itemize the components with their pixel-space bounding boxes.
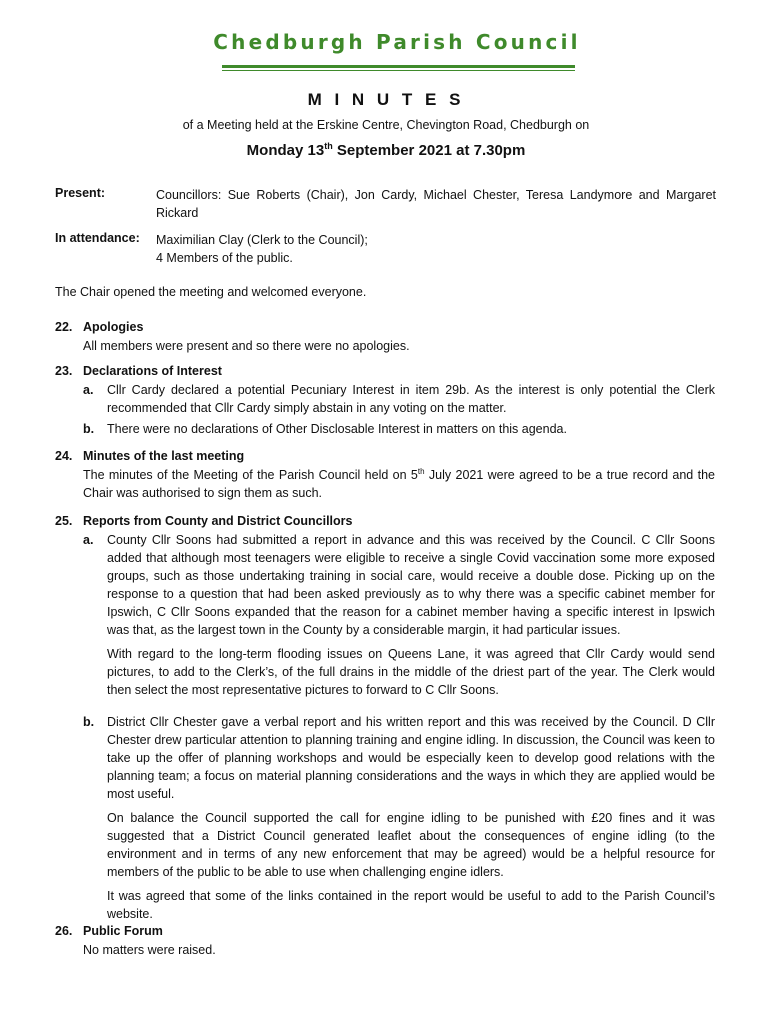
item-24-number: 24. <box>55 449 73 463</box>
item-22-body: All members were present and so there were no apologies. <box>83 339 410 353</box>
item-23-a-letter: a. <box>83 383 94 397</box>
in-attendance-line-1: Maximilian Clay (Clerk to the Council); <box>156 233 368 247</box>
item-25-a-para-1: County Cllr Soons had submitted a report in advance and this was received by the Council. C Cllr Soons added that although most teenagers were eligible to receive a single Covid vaccination some more exposed groups, such as those undertaking training in social care, would receive a double dose. Picking up on the response to a question that had been asked previously as to why there was a specific cabinet member for Ipswich, C Cllr Soons expanded that the reason for a cabinet member having a specific interest in Ipswich was that, as the largest town in the County by a considerable margin, it had particular issues. <box>107 533 715 637</box>
item-22-number: 22. <box>55 320 73 334</box>
item-25-number: 25. <box>55 514 73 528</box>
item-24-body-post: July 2021 were agreed to be a true record and the Chair was authorised to sign them as such. <box>83 468 715 500</box>
header-rule-thin <box>222 70 575 71</box>
item-26-heading <box>55 924 163 938</box>
present-value: Councillors: Sue Roberts (Chair), Jon Cardy, Michael Chester, Teresa Landymore and Margaret Rickard <box>156 188 716 220</box>
item-22-title: Apologies <box>83 320 144 334</box>
item-25-a-text <box>107 531 715 699</box>
item-23-number: 23. <box>55 364 73 378</box>
item-25-title: Reports from County and District Councillors <box>83 514 353 528</box>
council-name: Chedburgh Parish Council <box>213 30 581 54</box>
document-title: M I N U T E S <box>307 90 465 109</box>
header-rule-thick <box>222 65 575 68</box>
meeting-location-line: of a Meeting held at the Erskine Centre, Chevington Road, Chedburgh on <box>182 118 590 132</box>
item-25-a-para-2: With regard to the long-term flooding issues on Queens Lane, it was agreed that Cllr Cardy would send pictures, to add to the Clerk’s, of the full drains in the middle of the driest part of the year. The Clerk would then select the most representative pictures to forward to C Cllr Soons. <box>107 647 715 697</box>
item-23-b-letter: b. <box>83 422 95 436</box>
item-25-sub-a <box>83 531 715 705</box>
item-23-sub-b <box>83 420 715 438</box>
item-24-body-pre: The minutes of the Meeting of the Parish Council held on 5 <box>83 468 418 482</box>
item-24-body <box>83 466 715 502</box>
meeting-date-sup: th <box>324 141 333 151</box>
meeting-date-post: September 2021 at 7.30pm <box>332 142 526 159</box>
item-25-b-para-2: On balance the Council supported the call for engine idling to be punished with £20 fines and it was suggested that a District Council generated leaflet about the consequences of engine idling (to the environment and in terms of any new enforcement that may be agreed) would be a helpful resource for members of the public to be able to use when challenging engine idlers. <box>107 811 715 879</box>
item-22-heading <box>55 320 143 334</box>
present-label: Present: <box>55 186 106 200</box>
in-attendance-line-2: 4 Members of the public. <box>156 251 293 265</box>
item-23-title: Declarations of Interest <box>83 364 222 378</box>
item-24-title: Minutes of the last meeting <box>83 449 245 463</box>
item-26-number: 26. <box>55 924 73 938</box>
item-23-heading <box>55 364 222 378</box>
meeting-date <box>0 142 770 159</box>
item-26-title: Public Forum <box>83 924 163 938</box>
item-23-b-text: There were no declarations of Other Disclosable Interest in matters on this agenda. <box>107 422 567 436</box>
item-24-heading <box>55 449 244 463</box>
item-25-a-letter: a. <box>83 533 94 547</box>
item-23-a-text: Cllr Cardy declared a potential Pecuniary Interest in item 29b. As the interest is only potential the Clerk recommended that Cllr Cardy simply abstain in any voting on the matter. <box>107 383 715 415</box>
item-24-body-sup: th <box>417 466 425 476</box>
meeting-date-pre: Monday 13 <box>246 142 325 159</box>
in-attendance-label: In attendance: <box>55 231 140 245</box>
item-25-b-letter: b. <box>83 715 95 729</box>
item-25-b-para-1: District Cllr Chester gave a verbal report and his written report and this was received by the Council. D Cllr Chester drew particular attention to planning training and engine idling. In discussion, the Council was keen to take up the offer of planning workshops and would be especially keen to develop good relations with the planning team; a focus on material planning considerations and the ways in which they are applied would be most useful. <box>107 715 715 801</box>
item-25-b-text <box>107 713 715 923</box>
item-23-sub-a <box>83 381 715 417</box>
in-attendance-value <box>156 231 716 267</box>
item-26-body: No matters were raised. <box>83 943 216 957</box>
item-25-heading <box>55 514 352 528</box>
item-25-sub-b <box>83 713 715 929</box>
item-25-b-para-3: It was agreed that some of the links contained in the report would be useful to add to the Parish Council’s website. <box>107 889 715 921</box>
opening-statement: The Chair opened the meeting and welcomed everyone. <box>55 285 367 299</box>
